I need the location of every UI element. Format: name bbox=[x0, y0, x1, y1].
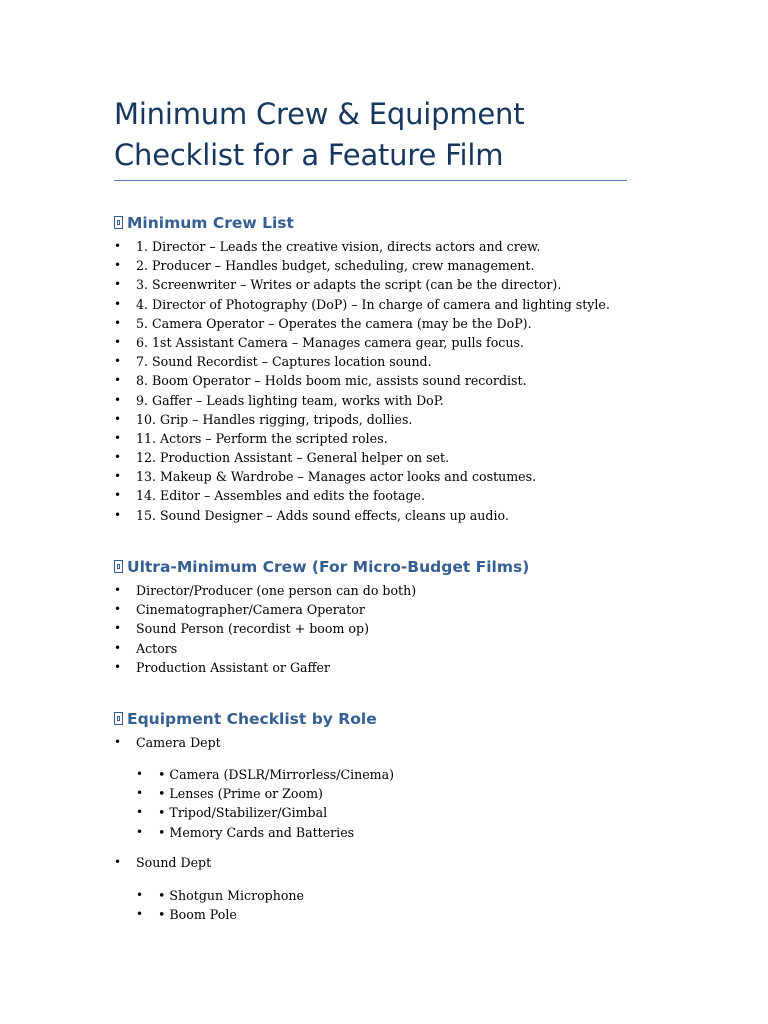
bullet: • bbox=[136, 888, 144, 902]
document-title: Minimum Crew & Equipment Checklist for a Feature Film bbox=[114, 97, 525, 172]
list-item-text: Cinematographer/Camera Operator bbox=[136, 602, 365, 618]
bullet: • bbox=[114, 583, 122, 597]
list-item-text: 7. Sound Recordist – Captures location sound. bbox=[136, 354, 432, 370]
list-item-text: 1. Director – Leads the creative vision, directs actors and crew. bbox=[136, 239, 541, 254]
bullet: • bbox=[114, 640, 122, 655]
bullet: • bbox=[114, 411, 122, 426]
list-item-text: • Memory Cards and Batteries bbox=[158, 824, 355, 840]
bullet: • bbox=[136, 907, 144, 922]
list-item-text: 3. Screenwriter – Writes or adapts the script (can be the director). bbox=[136, 277, 562, 293]
list-item-text: 4. Director of Photography (DoP) – In charge of camera and lighting style. bbox=[136, 296, 610, 312]
bullet: • bbox=[136, 786, 144, 801]
list-item-text: • Lenses (Prime or Zoom) bbox=[158, 786, 323, 802]
missing-glyph-icon bbox=[114, 560, 123, 573]
list-item-text: 5. Camera Operator – Operates the camera (may be the DoP). bbox=[136, 315, 532, 331]
list-item-text: Production Assistant or Gaffer bbox=[136, 659, 330, 675]
ultra-minimum-crew-heading-text: Ultra-Minimum Crew (For Micro-Budget Films) bbox=[127, 558, 530, 576]
bullet: • bbox=[114, 392, 122, 407]
bullet: • bbox=[114, 659, 122, 674]
ultra-minimum-crew-heading bbox=[114, 556, 529, 578]
bullet: • bbox=[114, 277, 122, 292]
list-item-text: 11. Actors – Perform the scripted roles. bbox=[136, 430, 388, 446]
list-item-text: 10. Grip – Handles rigging, tripods, dollies. bbox=[136, 411, 413, 427]
list-item-text: 15. Sound Designer – Adds sound effects, cleans up audio. bbox=[136, 507, 509, 523]
list-item-text: • Shotgun Microphone bbox=[158, 888, 304, 903]
bullet: • bbox=[136, 824, 144, 839]
bullet: • bbox=[114, 450, 122, 465]
bullet: • bbox=[114, 315, 122, 330]
bullet: • bbox=[114, 258, 122, 273]
list-item-text: Actors bbox=[136, 640, 178, 656]
bullet: • bbox=[114, 602, 122, 617]
sound-dept-label: Sound Dept bbox=[136, 855, 212, 870]
camera-dept-label: Camera Dept bbox=[136, 735, 221, 750]
bullet: • bbox=[114, 373, 122, 388]
bullet: • bbox=[114, 621, 122, 636]
bullet: • bbox=[114, 507, 122, 522]
list-item-text: 2. Producer – Handles budget, scheduling, crew management. bbox=[136, 258, 535, 274]
list-item-text: • Boom Pole bbox=[158, 907, 237, 923]
list-item-text: 13. Makeup & Wardrobe – Manages actor looks and costumes. bbox=[136, 469, 537, 485]
missing-glyph-icon bbox=[114, 216, 123, 229]
list-item-text: 6. 1st Assistant Camera – Manages camera gear, pulls focus. bbox=[136, 334, 524, 350]
minimum-crew-heading bbox=[114, 212, 294, 234]
list-item-text: 12. Production Assistant – General helper on set. bbox=[136, 450, 450, 466]
bullet: • bbox=[114, 469, 122, 484]
bullet: • bbox=[136, 805, 144, 820]
bullet: • bbox=[114, 334, 122, 349]
bullet: • bbox=[114, 296, 122, 311]
list-item-text: 9. Gaffer – Leads lighting team, works with DoP. bbox=[136, 392, 444, 408]
bullet: • bbox=[114, 239, 122, 253]
equipment-checklist-heading-text: Equipment Checklist by Role bbox=[127, 710, 377, 728]
bullet: • bbox=[114, 488, 122, 503]
bullet: • bbox=[114, 430, 122, 445]
equipment-checklist-heading bbox=[114, 708, 377, 730]
missing-glyph-icon bbox=[114, 712, 123, 725]
bullet: • bbox=[114, 735, 122, 749]
bullet: • bbox=[114, 855, 122, 869]
bullet: • bbox=[114, 354, 122, 369]
list-item-text: • Tripod/Stabilizer/Gimbal bbox=[158, 805, 328, 821]
list-item-text: Sound Person (recordist + boom op) bbox=[136, 621, 369, 637]
title-underline bbox=[114, 180, 627, 181]
list-item-text: 8. Boom Operator – Holds boom mic, assists sound recordist. bbox=[136, 373, 527, 389]
list-item-text: 14. Editor – Assembles and edits the footage. bbox=[136, 488, 425, 504]
minimum-crew-heading-text: Minimum Crew List bbox=[127, 214, 294, 232]
list-item-text: Director/Producer (one person can do both) bbox=[136, 583, 417, 598]
list-item-text: • Camera (DSLR/Mirrorless/Cinema) bbox=[158, 767, 395, 782]
bullet: • bbox=[136, 767, 144, 781]
